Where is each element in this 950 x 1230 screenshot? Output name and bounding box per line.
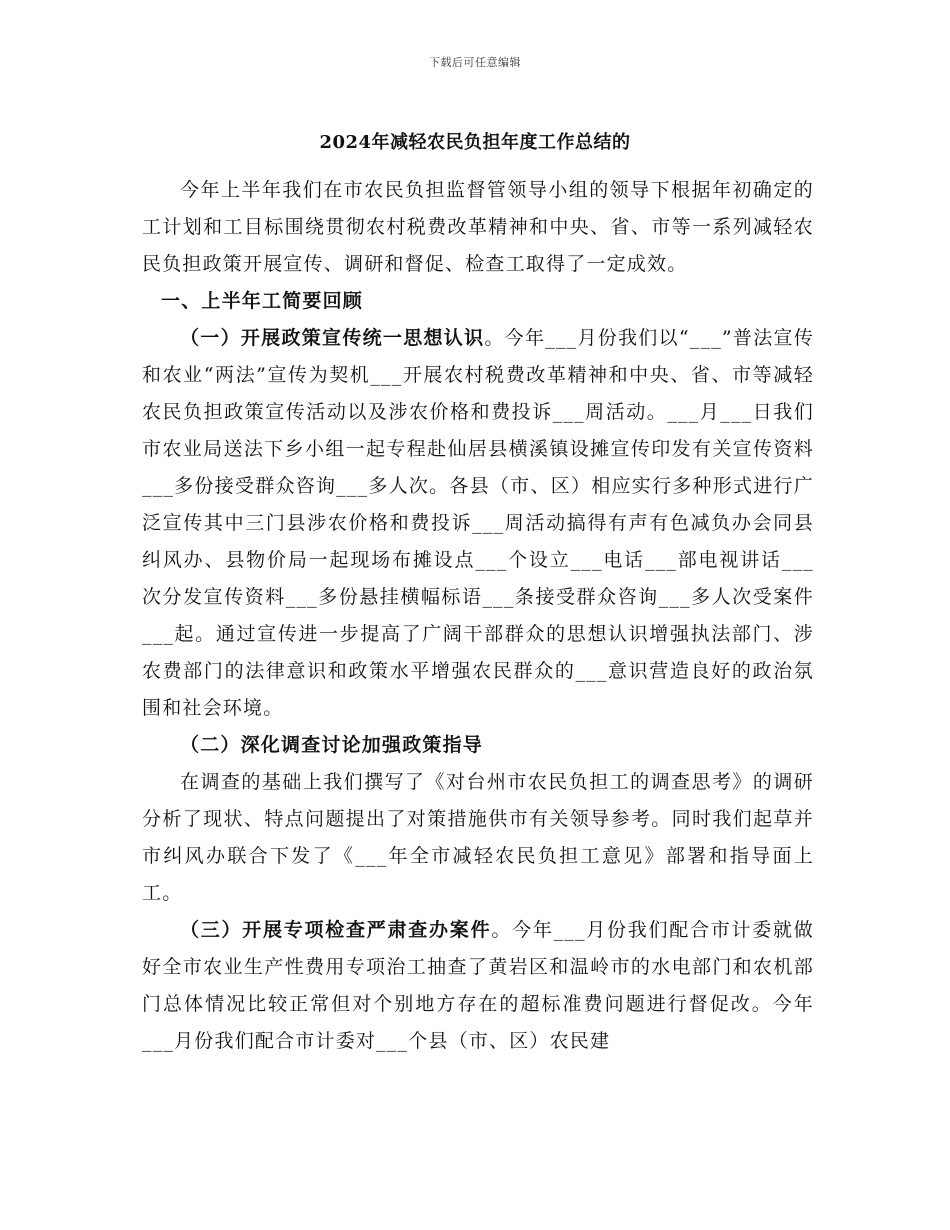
item1-heading: （一）开展政策宣传统一思想认识 — [180, 327, 485, 349]
item3-heading: （三）开展专项检查严肃查办案件 — [180, 919, 492, 941]
item3-text: 。今年___月份我们配合市计委就做好全市农业生产性费用专项治工抽查了黄岩区和温岭市的水电部门和农机部门总体情况比较正常但对个别地方存在的超标准费问题进行督促改。今年___月份我们配合市计委对___个县（市、区）农民建 — [142, 919, 814, 1052]
document-title: 2024年减轻农民负担年度工作总结的 — [319, 132, 631, 153]
item2-paragraph: 在调查的基础上我们撰写了《对台州市农民负担工的调查思考》的调研分析了现状、特点问题提出了对策措施供市有关领导参考。同时我们起草并市纠风办联合下发了《___年全市减轻农民负担工意见》部署和指导面上工。 — [142, 771, 814, 904]
page-header: 下载后可任意编辑 — [429, 56, 521, 69]
item2-heading: （二）深化调查讨论加强政策指导 — [180, 734, 484, 756]
document-body — [142, 172, 814, 1060]
item3-paragraph — [142, 912, 814, 1060]
intro-paragraph: 今年上半年我们在市农民负担监督管领导小组的领导下根据年初确定的工计划和工目标围绕贯彻农村税费改革精神和中央、省、市等一系列减轻农民负担政策开展宣传、调研和督促、检查工取得了一定成效。 — [142, 179, 814, 275]
item1-text: 。今年___月份我们以“___”普法宣传和农业“两法”宣传为契机___开展农村税费改革精神和中央、省、市等减轻农民负担政策宣传活动以及涉农价格和费投诉___周活动。___月___日我们市农业局送法下乡小组一起专程赴仙居县横溪镇设摊宣传印发有关宣传资料___多份接受群众咨询___多人次。各县（市、区）相应实行多种形式进行广泛宣传其中三门县涉农价格和费投诉___周活动搞得有声有色减负办会同县纠风办、县物价局一起现场布摊设点___个设立___电话___部电视讲话___次分发宣传资料___多份悬挂横幅标语___条接受群众咨询___多人次受案件___起。通过宣传进一步提高了广阔干部群众的思想认识增强执法部门、涉农费部门的法律意识和政策水平增强农民群众的___意识营造良好的政治氛围和社会环境。 — [142, 327, 814, 719]
item1-paragraph — [142, 320, 814, 727]
section-heading: 一、上半年工简要回顾 — [161, 290, 364, 312]
